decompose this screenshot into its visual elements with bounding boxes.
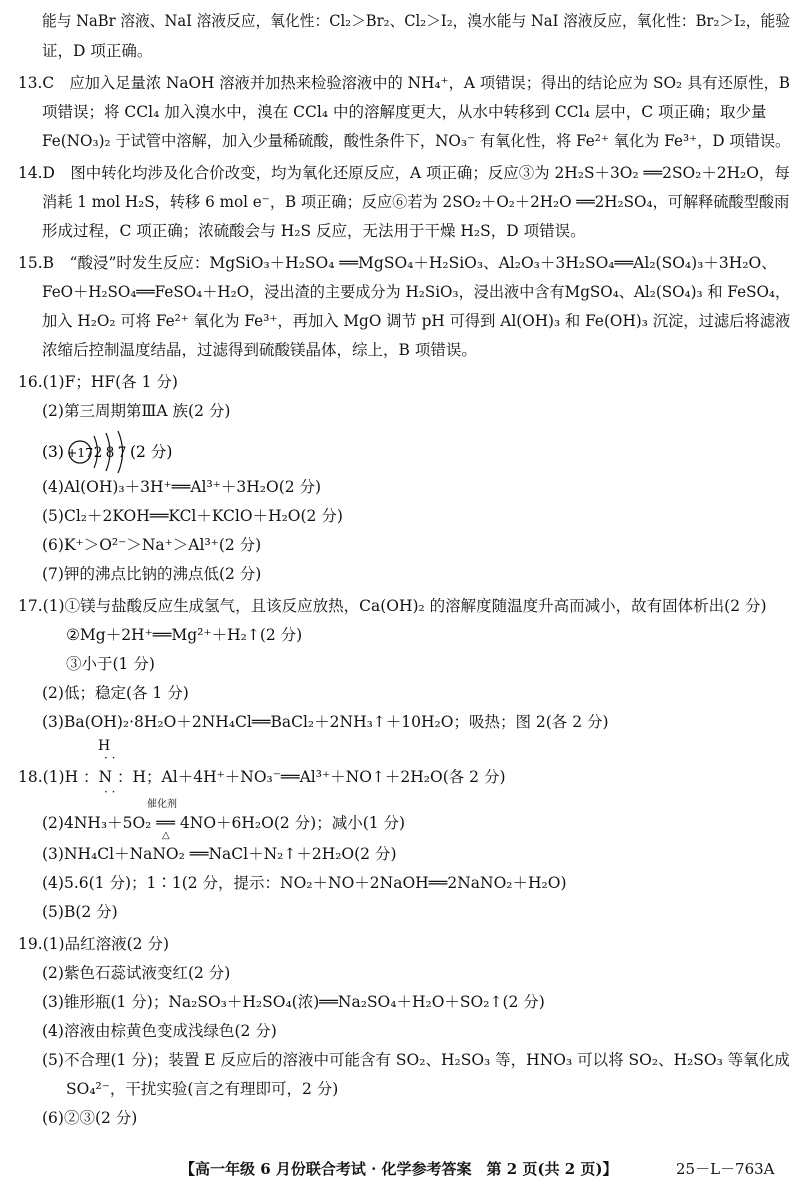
electron-pair-dots: · · [104, 751, 116, 765]
text-line: 消耗 1 mol H₂S，转移 6 mol e⁻，B 项正确；反应⑥若为 2SO₂＋O₂＋2H₂O ══2H₂SO₄，可解释硫酸型酸雨 [42, 193, 790, 211]
text-line: (4)溶液由棕黄色变成浅绿色(2 分) [42, 1022, 277, 1040]
atom-prefix: (3) [42, 443, 64, 461]
shell-electron-count: 2 [93, 445, 103, 461]
answer-15: 15.B “酸浸”时发生反应：MgSiO₃＋H₂SO₄ ══MgSO₄＋H₂SiO₃、Al₂O₃＋3H₂SO₄══Al₂(SO₄)₃＋3H₂O、 [18, 254, 777, 272]
nh3-top-hydrogen: H [98, 738, 111, 754]
text-line: SO₄²⁻，干扰实验(言之有理即可，2 分) [66, 1080, 339, 1098]
answer-19: 19.(1)品红溶液(2 分) [18, 935, 169, 953]
page-footer-code: 25－L－763A [676, 1160, 775, 1178]
text-line: FeO＋H₂SO₄══FeSO₄＋H₂O，浸出渣的主要成分为 H₂SiO₃，浸出液中含有MgSO₄、Al₂(SO₄)₃ 和 FeSO₄， [42, 283, 791, 301]
text-line: (3)NH₄Cl＋NaNO₂ ══NaCl＋N₂↑＋2H₂O(2 分) [42, 845, 397, 863]
text-line: (4)5.6(1 分)；1∶1(2 分，提示：NO₂＋NO＋2NaOH══2NaNO₂＋H₂O) [42, 874, 567, 892]
text-line: ③小于(1 分) [66, 655, 155, 673]
text-line: (2)紫色石蕊试液变红(2 分) [42, 964, 231, 982]
text-line: 浓缩后控制温度结晶，过滤得到硫酸镁晶体，综上，B 项错误。 [42, 341, 477, 359]
score-note: (2 分) [130, 443, 173, 461]
text-line: (2)4NH₃＋5O₂ ══ 4NO＋6H₂O(2 分)；减小(1 分) [42, 814, 406, 832]
answer-13: 13.C 应加入足量浓 NaOH 溶液并加热来检验溶液中的 NH₄⁺，A 项错误；得出的结论应为 SO₂ 具有还原性，B [18, 74, 791, 92]
text-line: (5)不合理(1 分)；装置 E 反应后的溶液中可能含有 SO₂、H₂SO₃ 等，HNO₃ 可以将 SO₂、H₂SO₃ 等氧化成 [42, 1051, 790, 1069]
text-line: (5)B(2 分) [42, 903, 118, 921]
text-line: (7)钾的沸点比钠的沸点低(2 分) [42, 565, 262, 583]
text-line: ②Mg＋2H⁺══Mg²⁺＋H₂↑(2 分) [66, 626, 303, 644]
text-line: 加入 H₂O₂ 可将 Fe²⁺ 氧化为 Fe³⁺，再加入 MgO 调节 pH 可得到 Al(OH)₃ 和 Fe(OH)₃ 沉淀，过滤后将滤液 [42, 312, 791, 330]
text-line: (2)低；稳定(各 1 分) [42, 684, 189, 702]
answer-14: 14.D 图中转化均涉及化合价改变，均为氧化还原反应，A 项正确；反应③为 2H₂S＋3O₂ ══2SO₂＋2H₂O，每 [18, 164, 790, 182]
text-line: (3)锥形瓶(1 分)；Na₂SO₃＋H₂SO₄(浓)══Na₂SO₄＋H₂O＋SO₂↑(2 分) [42, 993, 545, 1011]
text-line: 项错误；将 CCl₄ 加入溴水中，溴在 CCl₄ 中的溶解度更大，从水中转移到 CCl₄ 层中，C 项正确；取少量 [42, 103, 767, 121]
text-line: 证，D 项正确。 [42, 42, 153, 60]
text-line: (5)Cl₂＋2KOH══KCl＋KClO＋H₂O(2 分) [42, 507, 343, 525]
text-line: (6)K⁺＞O²⁻＞Na⁺＞Al³⁺(2 分) [42, 536, 262, 554]
text-line: (2)第三周期第ⅢA 族(2 分) [42, 402, 231, 420]
nucleus-charge: +17 [66, 445, 94, 460]
text-line: (6)②③(2 分) [42, 1109, 138, 1127]
shell-electron-count: 8 [105, 445, 115, 461]
page-footer-title: 【高一年级 6 月份联合考试 · 化学参考答案 第 2 页(共 2 页)】 [180, 1160, 618, 1178]
shell-electron-count: 7 [117, 445, 127, 461]
answer-18: 18.(1)H ：N ：H；Al＋4H⁺＋NO₃⁻══Al³⁺＋NO↑＋2H₂O(各 2 分) [18, 768, 506, 786]
text-line: 形成过程，C 项正确；浓硫酸会与 H₂S 反应，无法用于干燥 H₂S，D 项错误。 [42, 222, 586, 240]
catalyst-label: 催化剂 [147, 799, 177, 810]
text-line: 能与 NaBr 溶液、NaI 溶液反应，氧化性：Cl₂＞Br₂、Cl₂＞I₂，溴水能与 NaI 溶液反应，氧化性：Br₂＞I₂，能验 [42, 12, 790, 30]
chlorine-atom-structure-diagram [42, 430, 218, 474]
heat-symbol: △ [162, 830, 170, 841]
electron-pair-dots: · · [104, 785, 116, 799]
answer-17: 17.(1)①镁与盐酸反应生成氢气，且该反应放热，Ca(OH)₂ 的溶解度随温度升高而减小，故有固体析出(2 分) [18, 597, 767, 615]
answer-16: 16.(1)F；HF(各 1 分) [18, 373, 178, 391]
text-line: Fe(NO₃)₂ 于试管中溶解，加入少量稀硫酸，酸性条件下，NO₃⁻ 有氧化性，将 Fe²⁺ 氧化为 Fe³⁺，D 项错误。 [42, 132, 791, 150]
text-line: (4)Al(OH)₃＋3H⁺══Al³⁺＋3H₂O(2 分) [42, 478, 322, 496]
text-line: (3)Ba(OH)₂·8H₂O＋2NH₄Cl══BaCl₂＋2NH₃↑＋10H₂O；吸热；图 2(各 2 分) [42, 713, 609, 731]
